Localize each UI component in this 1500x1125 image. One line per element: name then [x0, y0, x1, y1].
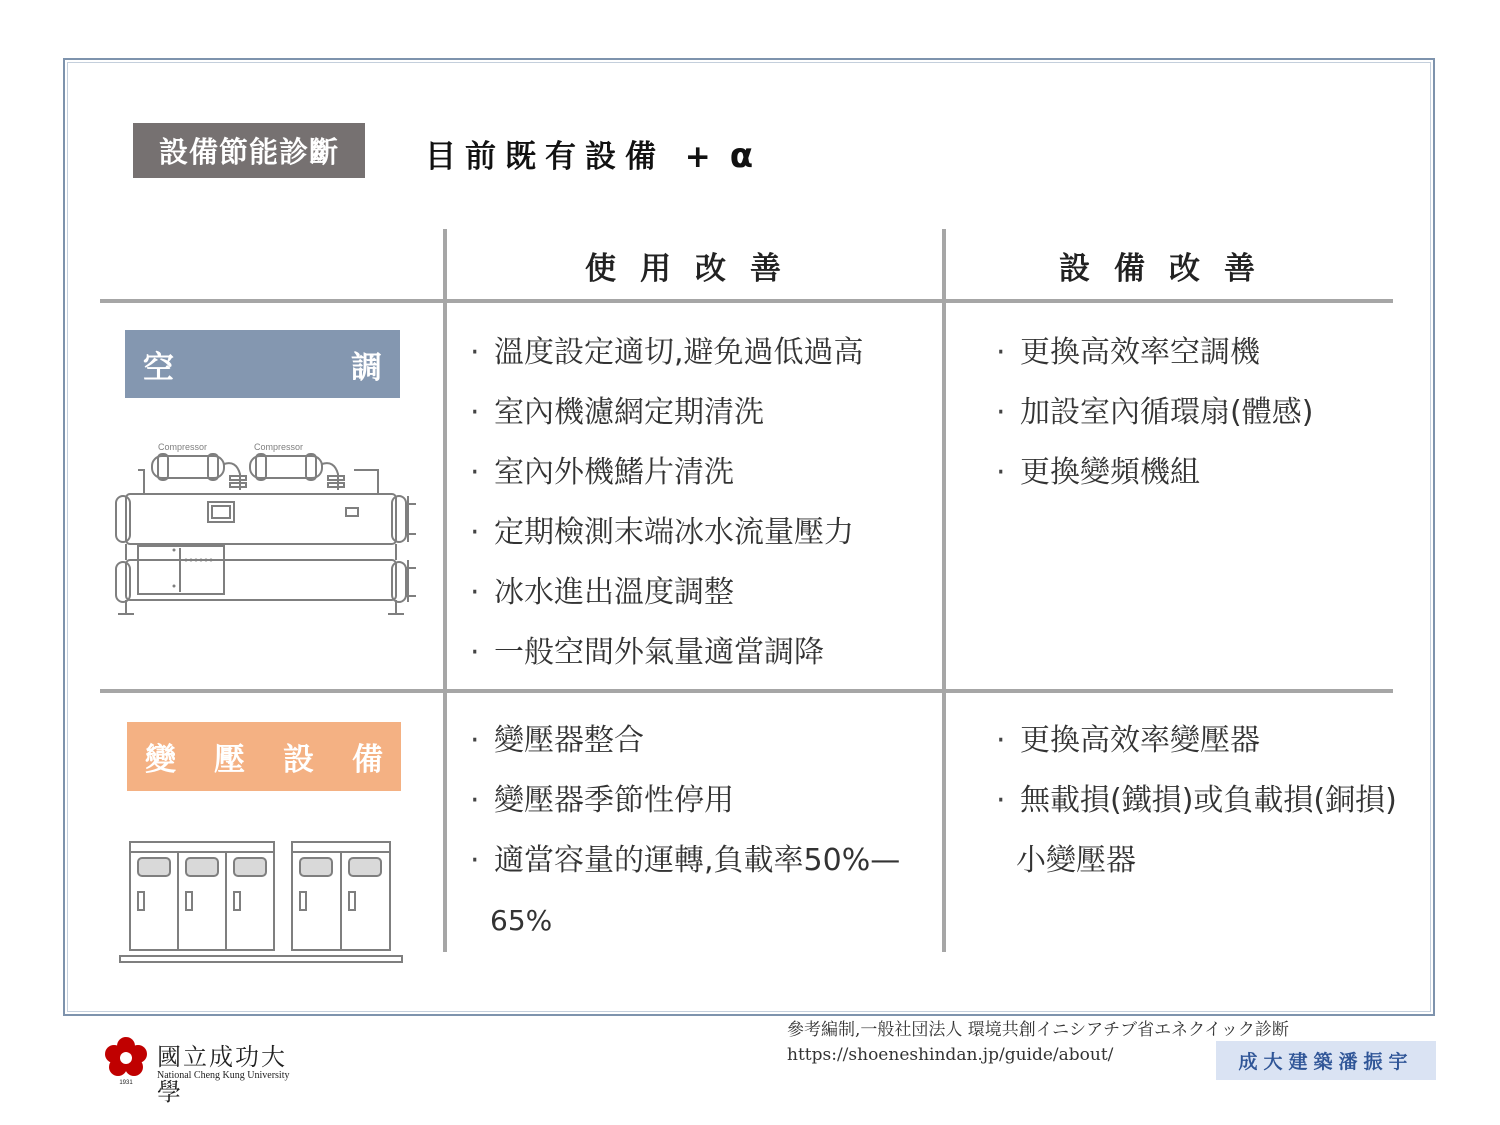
list-item-continuation: 小變壓器 [1016, 843, 1136, 878]
list-item: · 冰水進出溫度調整 [470, 563, 864, 623]
list-item: · 變壓器季節性停用 [470, 771, 900, 831]
row-divider [100, 689, 1393, 693]
list-item: · 適當容量的運轉,負載率50%— [470, 831, 900, 891]
university-logo [102, 1036, 302, 1106]
section-badge: 設備節能診斷 [133, 123, 365, 178]
column-header-usage: 使用改善 [585, 251, 805, 287]
list-item: · 更換變頻機組 [996, 443, 1313, 503]
category-char: 調 [351, 349, 382, 386]
chiller-icon [108, 436, 420, 618]
logo-year: 1931 [119, 1080, 133, 1086]
list-item: · 加設室內循環扇(體感) [996, 383, 1313, 443]
category-air-conditioning [125, 330, 400, 398]
transformer-usage-list [470, 711, 900, 951]
list-item: · 室內外機鰭片清洗 [470, 443, 864, 503]
column-header-equipment: 設備改善 [1059, 251, 1279, 287]
slide-title [425, 131, 753, 176]
compressor-label: Compressor [158, 442, 208, 452]
list-item: · 更換高效率變壓器 [996, 711, 1397, 771]
list-item: · 室內機濾網定期清洗 [470, 383, 864, 443]
ac-usage-list [470, 323, 864, 683]
category-char: 設 [283, 742, 314, 778]
column-divider-1 [443, 229, 447, 952]
category-char: 空 [143, 349, 174, 386]
transformer-cabinet-icon [118, 838, 408, 966]
list-item: · 變壓器整合 [470, 711, 900, 771]
list-item: · 無載損(鐵損)或負載損(銅損) [996, 771, 1397, 831]
logo-chinese-name: 國立成功大學 [157, 1043, 287, 1106]
compressor-label: Compressor [254, 442, 304, 452]
list-item: · 定期檢測末端冰水流量壓力 [470, 503, 864, 563]
category-transformer [127, 722, 401, 791]
transformer-equipment-list [996, 711, 1397, 891]
category-char: 變 [145, 742, 176, 778]
list-item: · 更換高效率空調機 [996, 323, 1313, 383]
category-char: 壓 [214, 742, 245, 778]
column-divider-2 [942, 229, 946, 952]
university-emblem-icon [102, 1036, 150, 1086]
list-item: · 溫度設定適切,避免過低過高 [470, 323, 864, 383]
reference-note [787, 1018, 1289, 1068]
logo-english-name: National Cheng Kung University [157, 1070, 290, 1081]
ac-equipment-list [996, 323, 1313, 503]
header-divider [100, 299, 1393, 303]
alpha-symbol: α [729, 136, 754, 176]
author-badge: 成大建築潘振宇 [1216, 1041, 1436, 1080]
list-item-continuation: 65% [490, 904, 553, 937]
title-text: 目前既有設備 + [425, 139, 720, 175]
category-char: 備 [352, 742, 383, 778]
reference-url[interactable]: https://shoeneshindan.jp/guide/about/ [787, 1045, 1114, 1065]
list-item: · 一般空間外氣量適當調降 [470, 623, 864, 683]
reference-text: 參考編制,一般社団法人 環境共創イニシアチブ省エネクイック診断 [787, 1020, 1289, 1040]
